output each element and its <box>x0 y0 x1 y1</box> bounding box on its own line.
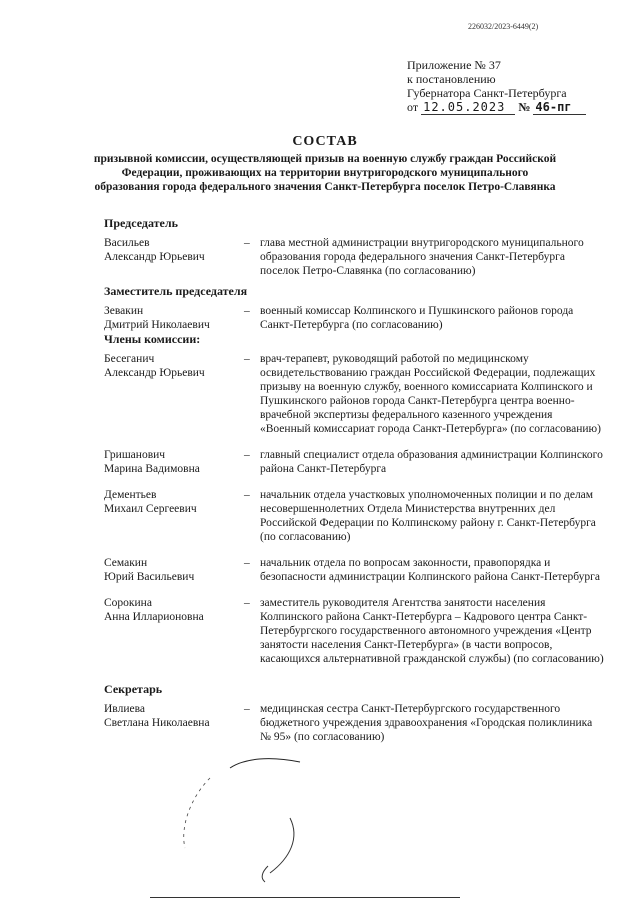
page-subtitle: призывной комиссии, осуществляющей призыв на военную службу граждан Российской Федерации, проживающих на территории внутригородского муниципального образования города федерального значения Санкт-Петербурга поселок Петро-Славянка <box>93 153 557 193</box>
member-given-name: Юрий Васильевич <box>104 571 195 583</box>
member-dash: – <box>244 557 250 569</box>
member-name <box>104 352 244 436</box>
number-prefix: № <box>518 100 531 114</box>
section-heading-secretary: Секретарь <box>104 682 163 696</box>
member-position: заместитель руководителя Агентства занятости населения Колпинского района Санкт-Петербурга – Кадрового центра Санкт-Петербургского государственного автономного учреждения «Центр занятости населения Санкт-Петербурга» (в части вопросов, касающихся альтернативной гражданской службы) (по согласованию) <box>260 597 604 665</box>
member-surname: Васильев <box>104 237 150 249</box>
title-block <box>90 134 560 194</box>
appendix-block <box>407 58 586 114</box>
member-surname: Гришанович <box>104 449 166 461</box>
member-dash: – <box>244 489 250 501</box>
section-heading-members: Члены комиссии: <box>104 332 201 346</box>
member-given-name: Анна Илларионовна <box>104 611 204 623</box>
member-surname: Семакин <box>104 557 148 569</box>
member-entry <box>104 352 604 436</box>
member-name <box>104 596 244 666</box>
member-given-name: Александр Юрьевич <box>104 251 205 263</box>
page-title: СОСТАВ <box>292 134 358 149</box>
member-surname: Дементьев <box>104 489 157 501</box>
member-entry <box>104 448 604 476</box>
member-entry <box>104 556 604 584</box>
member-dash: – <box>244 703 250 715</box>
member-position: врач-терапевт, руководящий работой по медицинскому освидетельствованию граждан Российской Федерации, подлежащих призыву на военную службу, военного комиссариата Колпинского и Пушкинского районов города Санкт-Петербурга центра военно-врачебной экспертизы федерального казенного учреждения «Военный комиссариат города Санкт-Петербурга» (по согласованию) <box>260 353 601 435</box>
member-entry-secretary <box>104 702 604 744</box>
member-name <box>104 304 244 332</box>
bottom-rule <box>150 897 460 898</box>
member-position: главный специалист отдела образования администрации Колпинского района Санкт-Петербурга <box>260 449 603 475</box>
member-dash: – <box>244 305 250 317</box>
member-name <box>104 556 244 584</box>
member-surname: Зевакин <box>104 305 144 317</box>
member-name <box>104 236 244 278</box>
appendix-line: к постановлению <box>407 72 496 86</box>
member-given-name: Дмитрий Николаевич <box>104 319 210 331</box>
member-position: начальник отдела участковых уполномоченных полиции и по делам несовершеннолетних Отдела Министерства внутренних дел Российской Федерации по Колпинскому району г. Санкт-Петербурга (по согласованию) <box>260 489 596 543</box>
member-dash: – <box>244 237 250 249</box>
member-position: начальник отдела по вопросам законности, правопорядка и безопасности администрации Колпинского района Санкт-Петербурга <box>260 557 600 583</box>
section-heading-deputy: Заместитель председателя <box>104 284 248 298</box>
member-dash: – <box>244 449 250 461</box>
member-dash: – <box>244 597 250 609</box>
member-name <box>104 488 244 544</box>
member-surname: Сорокина <box>104 597 152 609</box>
member-entry-deputy <box>104 304 604 332</box>
member-entry <box>104 596 604 666</box>
member-position: глава местной администрации внутригородского муниципального образования города федерального значения Санкт-Петербурга поселок Петро-Славянка (по согласованию) <box>260 237 584 277</box>
member-given-name: Светлана Николаевна <box>104 717 210 729</box>
appendix-date-line <box>407 100 586 114</box>
appendix-line: Приложение № 37 <box>407 58 501 72</box>
appendix-line: Губернатора Санкт-Петербурга <box>407 86 567 100</box>
member-surname: Ивлиева <box>104 703 145 715</box>
member-given-name: Михаил Сергеевич <box>104 503 197 515</box>
member-name <box>104 702 244 744</box>
member-entry <box>104 488 604 544</box>
document-number: 226032/2023-6449(2) <box>468 22 539 31</box>
member-position: военный комиссар Колпинского и Пушкинского районов города Санкт-Петербурга (по согласованию) <box>260 305 574 331</box>
member-position: медицинская сестра Санкт-Петербургского государственного бюджетного учреждения здравоохранения «Городская поликлиника № 95» (по согласованию) <box>260 703 593 743</box>
handwritten-signature <box>150 748 350 898</box>
member-given-name: Александр Юрьевич <box>104 367 205 379</box>
member-given-name: Марина Вадимовна <box>104 463 200 475</box>
member-surname: Бесеганич <box>104 353 155 365</box>
member-name <box>104 448 244 476</box>
member-entry-chairman <box>104 236 604 278</box>
date-value: 12.05.2023 <box>421 100 515 115</box>
member-dash: – <box>244 353 250 365</box>
date-prefix: от <box>407 100 419 114</box>
number-value: 46-пг <box>533 100 585 115</box>
composition-list <box>104 216 604 744</box>
section-heading-chairman: Председатель <box>104 216 178 230</box>
